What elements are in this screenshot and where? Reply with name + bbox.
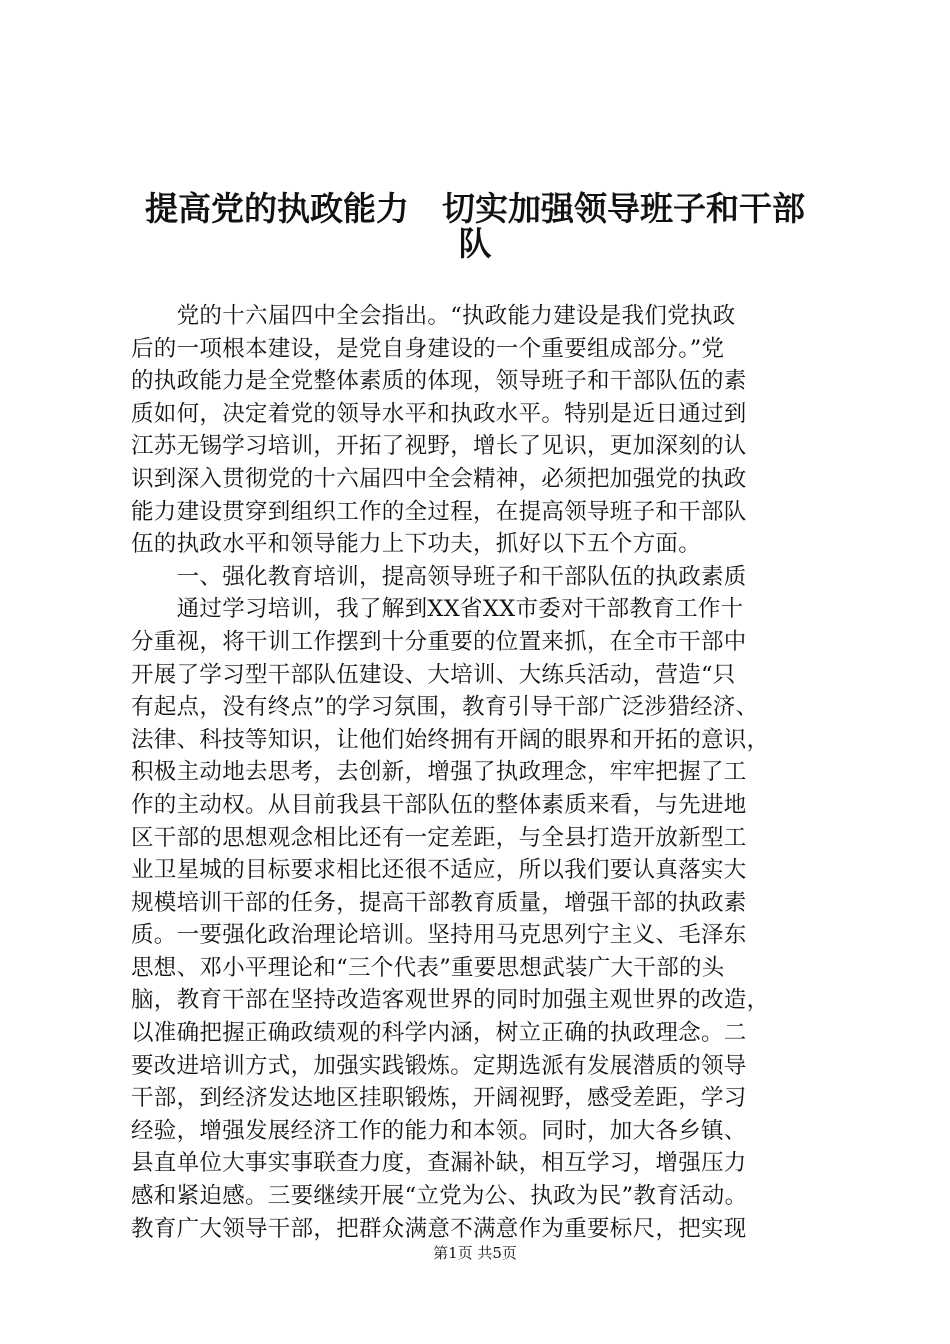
body-line: 教育广大领导干部，把群众满意不满意作为重要标尺，把实现	[131, 1215, 747, 1242]
body-line: 法律、科技等知识，让他们始终拥有开阔的眼界和开拓的意识，	[131, 726, 770, 753]
body-line: 经验，增强发展经济工作的能力和本领。同时，加大各乡镇、	[131, 1117, 747, 1144]
body-line: 干部，到经济发达地区挂职锻炼，开阔视野，感受差距，学习	[131, 1085, 747, 1112]
body-line: 质。一要强化政治理论培训。坚持用马克思列宁主义、毛泽东	[131, 922, 747, 949]
body-line: 分重视，将干训工作摆到十分重要的位置来抓，在全市干部中	[131, 628, 747, 655]
body-line: 党的十六届四中全会指出。“执政能力建设是我们党执政	[131, 303, 736, 329]
body-line: 能力建设贯穿到组织工作的全过程，在提高领导班子和干部队	[131, 498, 747, 525]
body-line: 感和紧迫感。三要继续开展“立党为公、执政为民”教育活动。	[131, 1183, 748, 1210]
body-line: 伍的执政水平和领导能力上下功夫，抓好以下五个方面。	[131, 531, 702, 558]
body-line: 江苏无锡学习培训，开拓了视野，增长了见识，更加深刻的认	[131, 433, 747, 460]
body-line: 有起点，没有终点”的学习氛围，教育引导干部广泛涉猎经济、	[131, 694, 759, 721]
page-footer	[0, 1243, 950, 1263]
document-title-line-2: 队	[458, 224, 492, 263]
body-line: 脑，教育干部在坚持改造客观世界的同时加强主观世界的改造，	[131, 987, 770, 1014]
body-line: 业卫星城的目标要求相比还很不适应，所以我们要认真落实大	[131, 857, 747, 884]
body-line: 思想、邓小平理论和“三个代表”重要思想武装广大干部的头	[131, 954, 725, 981]
body-line: 县直单位大事实事联查力度，查漏补缺，相互学习，增强压力	[131, 1150, 747, 1177]
body-line: 后的一项根本建设，是党自身建设的一个重要组成部分。”党	[131, 335, 725, 362]
body-line: 规模培训干部的任务，提高干部教育质量，增强干部的执政素	[131, 889, 747, 916]
page-number: 第1页 共5页	[433, 1244, 517, 1262]
body-line: 通过学习培训，我了解到XX省XX市委对干部教育工作十	[131, 596, 744, 623]
body-line: 积极主动地去思考，去创新，增强了执政理念，牢牢把握了工	[131, 759, 747, 786]
section-heading: 一、强化教育培训，提高领导班子和干部队伍的执政素质	[131, 563, 747, 590]
document-title-line-1: 提高党的执政能力 切实加强领导班子和干部	[145, 189, 805, 228]
body-line: 以准确把握正确政绩观的科学内涵，树立正确的执政理念。二	[131, 1020, 747, 1047]
body-line: 开展了学习型干部队伍建设、大培训、大练兵活动，营造“只	[131, 661, 736, 688]
body-line: 区干部的思想观念相比还有一定差距，与全县打造开放新型工	[131, 824, 747, 851]
body-line: 作的主动权。从目前我县干部队伍的整体素质来看，与先进地	[131, 791, 747, 818]
body-line: 的执政能力是全党整体素质的体现，领导班子和干部队伍的素	[131, 368, 747, 395]
document-body	[131, 300, 831, 1245]
body-line: 要改进培训方式，加强实践锻炼。定期选派有发展潜质的领导	[131, 1052, 747, 1079]
body-line: 质如何，决定着党的领导水平和执政水平。特别是近日通过到	[131, 400, 747, 427]
body-line: 识到深入贯彻党的十六届四中全会精神，必须把加强党的执政	[131, 465, 747, 492]
